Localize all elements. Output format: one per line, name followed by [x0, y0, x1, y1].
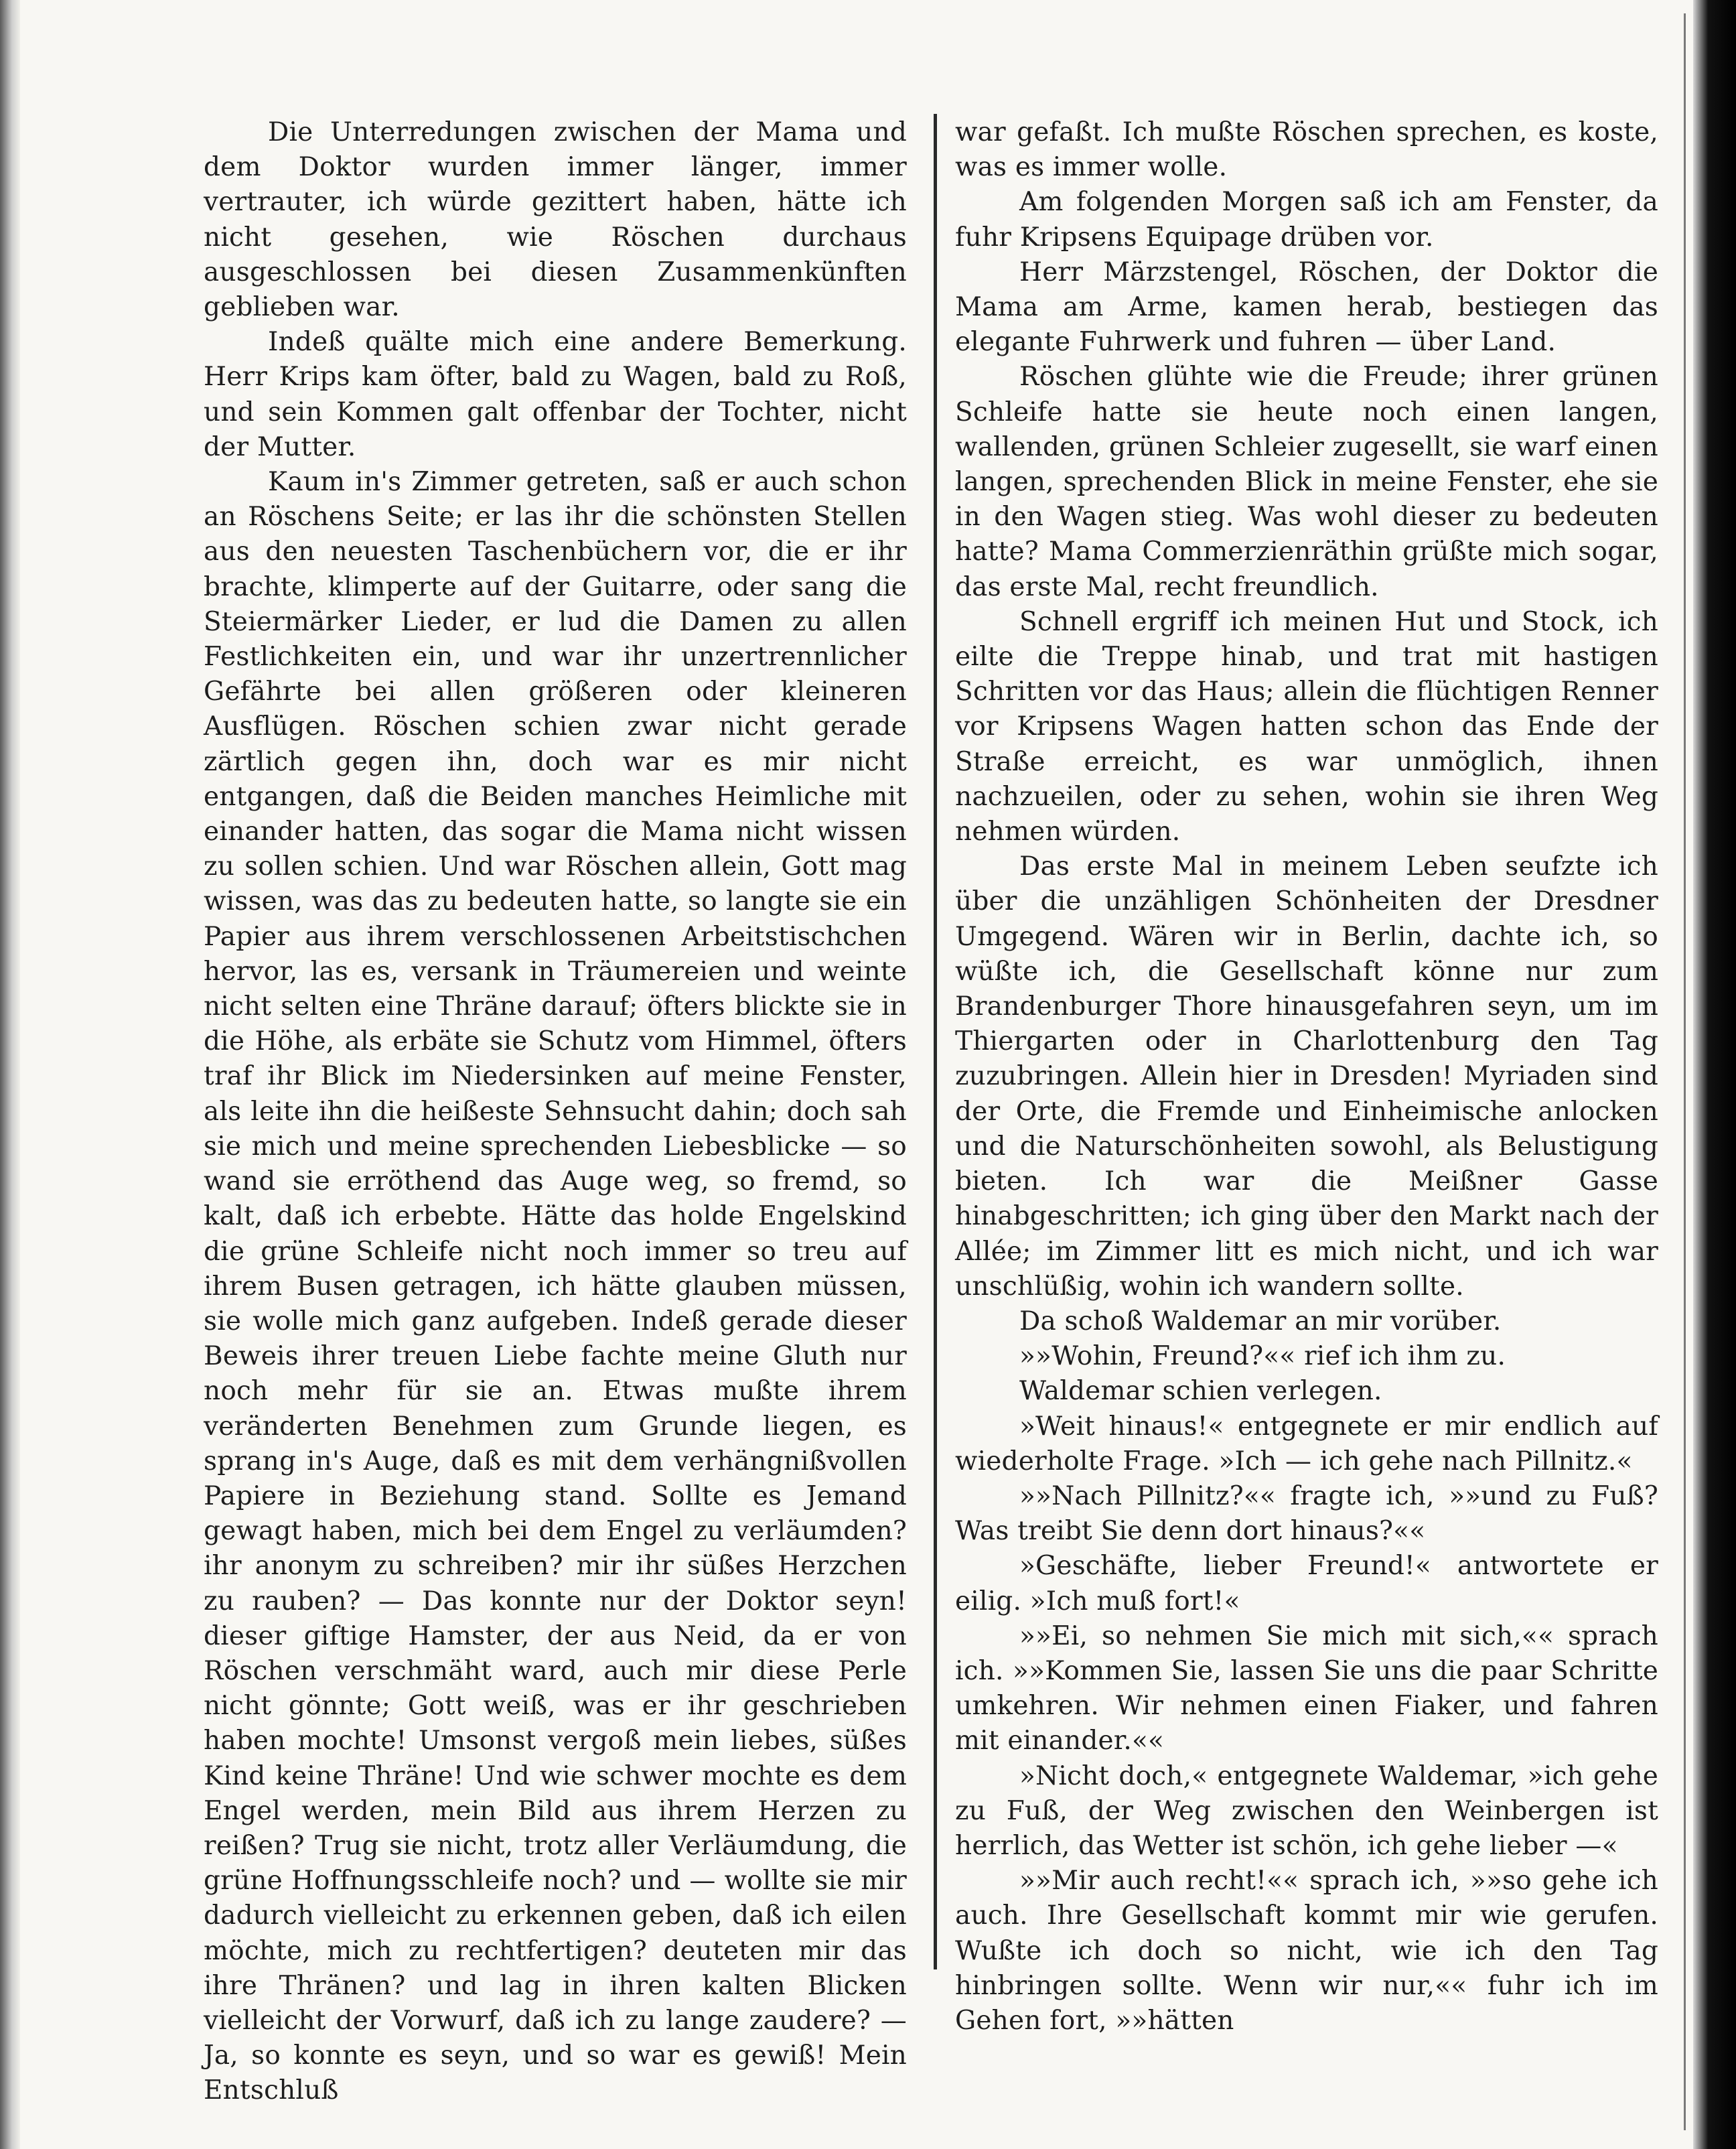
- paragraph: Waldemar schien verlegen.: [1019, 1376, 1382, 1407]
- paragraph: »»Mir auch recht!«« sprach ich, »»so gehe ich auch. Ihre Gesellschaft kommt mir wie gerufen. Wußte ich doch so nicht, wie ich den Tag hinbringen sollte. Wenn wir nur,«« fuhr ich im Gehen fort, »»hätten: [955, 1866, 1658, 2036]
- paragraph: Kaum in's Zimmer getreten, saß er auch schon an Röschens Seite; er las ihr die schönsten Stellen aus den neuesten Taschenbüchern vor, die er ihr brachte, klimperte auf der Guitarre, oder sang die Steiermärker Lieder, er lud die Damen zu allen Festlichkeiten ein, und war ihr unzertrennlicher Gefährte bei allen größeren oder kleineren Ausflügen. Röschen schien zwar nicht gerade zärtlich gegen ihn, doch war es mir nicht entgangen, daß die Beiden manches Heimliche mit einander hatten, das sogar die Mama nicht wissen zu sollen schien. Und war Röschen allein, Gott mag wissen, was das zu bedeuten hatte, so langte sie ein Papier aus ihrem verschlossenen Arbeitstischchen hervor, las es, versank in Träumereien und weinte nicht selten eine Thräne darauf; öfters blickte sie in die Höhe, als erbäte sie Schutz vom Himmel, öfters traf ihr Blick im Niedersinken auf meine Fenster, als leite ihn die heißeste Sehnsucht dahin; doch sah sie mich und meine sprechenden Liebesblicke — so wand sie erröthend das Auge weg, so fremd, so kalt, daß ich erbebte. Hätte das holde Engelskind die grüne Schleife nicht noch immer so treu auf ihrem Busen getragen, ich hätte glauben müssen, sie wolle mich ganz aufgeben. Indeß gerade dieser Beweis ihrer treuen Liebe fachte meine Gluth nur noch mehr für sie an. Etwas mußte ihrem veränderten Benehmen zum Grunde liegen, es sprang in's Auge, daß es mit dem verhängnißvollen Papiere in Beziehung stand. Sollte es Jemand gewagt haben, mich bei dem Engel zu verläumden? ihr anonym zu schreiben? mir ihr süßes Herzchen zu rauben? — Das konnte nur der Doktor seyn! dieser giftige Hamster, der aus Neid, da er von Röschen verschmäht ward, auch mir diese Perle nicht gönnte; Gott weiß, was er ihr geschrieben haben mochte! Umsonst vergoß mein liebes, süßes Kind keine Thräne! Und wie schwer mochte es dem Engel werden, mein Bild aus ihrem Herzen zu reißen? Trug sie nicht, trotz aller Verläumdung, die grüne Hoffnungsschleife noch? und — wollte sie mir dadurch vielleicht zu erkennen geben, daß ich eilen möchte, mich zu rechtfertigen? deuteten mir das ihre Thränen? und lag in ihren kalten Blicken vielleicht der Vorwurf, daß ich zu lange zaudere? — Ja, so konnte es seyn, und so war es gewiß! Mein Entschluß: [204, 467, 907, 2106]
- paragraph-continuation: war gefaßt. Ich mußte Röschen sprechen, es koste, was es immer wolle.: [955, 117, 1658, 183]
- paragraph: »»Wohin, Freund?«« rief ich ihm zu.: [1019, 1341, 1506, 1372]
- paragraph: »Geschäfte, lieber Freund!« antwortete er eilig. »Ich muß fort!«: [955, 1551, 1658, 1616]
- paragraph: »Weit hinaus!« entgegnete er mir endlich auf wiederholte Frage. »Ich — ich gehe nach Pillnitz.«: [955, 1411, 1658, 1476]
- right-text-column: [955, 115, 1658, 2038]
- paragraph: »»Ei, so nehmen Sie mich mit sich,«« sprach ich. »»Kommen Sie, lassen Sie uns die paar Schritte umkehren. Wir nehmen einen Fiaker, und fahren mit einander.««: [955, 1620, 1658, 1756]
- paragraph: »Nicht doch,« entgegnete Waldemar, »ich gehe zu Fuß, der Weg zwischen den Weinbergen ist herrlich, das Wetter ist schön, ich gehe lieber —«: [955, 1760, 1658, 1861]
- column-divider-rule: [934, 114, 937, 1969]
- paragraph: Das erste Mal in meinem Leben seufzte ich über die unzähligen Schönheiten der Dresdner Umgegend. Wären wir in Berlin, dachte ich, so wüßte ich, die Gesellschaft könne nur zum Brandenburger Thore hinausgefahren seyn, um im Thiergarten oder in Charlottenburg den Tag zuzubringen. Allein hier in Dresden! Myriaden sind der Orte, die Fremde und Einheimische anlocken und die Naturschönheiten sowohl, als Belustigung bieten. Ich war die Meißner Gasse hinabgeschritten; ich ging über den Markt nach der Allée; im Zimmer litt es mich nicht, und ich war unschlüßig, wohin ich wandern sollte.: [955, 851, 1658, 1302]
- paragraph: Die Unterredungen zwischen der Mama und dem Doktor wurden immer länger, immer vertrauter, ich würde gezittert haben, hätte ich nicht gesehen, wie Röschen durchaus ausgeschlossen bei diesen Zusammenkünften geblieben war.: [204, 117, 907, 323]
- paragraph: »»Nach Pillnitz?«« fragte ich, »»und zu Fuß? Was treibt Sie denn dort hinaus?««: [955, 1480, 1658, 1547]
- page-right-edge-shadow: [1693, 0, 1736, 2149]
- page-left-edge-shadow: [0, 0, 20, 2149]
- paragraph: Röschen glühte wie die Freude; ihrer grünen Schleife hatte sie heute noch einen langen, wallenden, grünen Schleier zugesellt, sie warf einen langen, sprechenden Blick in meine Fenster, ehe sie in den Wagen stieg. Was wohl dieser zu bedeuten hatte? Mama Commerzienräthin grüßte mich sogar, das erste Mal, recht freundlich.: [955, 362, 1658, 602]
- paragraph: Indeß quälte mich eine andere Bemerkung. Herr Krips kam öfter, bald zu Wagen, bald zu Roß, und sein Kommen galt offenbar der Tochter, nicht der Mutter.: [204, 327, 907, 462]
- page-right-border-line: [1684, 13, 1686, 2130]
- paragraph: Herr Märzstengel, Röschen, der Doktor die Mama am Arme, kamen herab, bestiegen das elegante Fuhrwerk und fuhren — über Land.: [955, 257, 1658, 358]
- left-text-column: [204, 115, 907, 2109]
- paragraph: Am folgenden Morgen saß ich am Fenster, da fuhr Kripsens Equipage drüben vor.: [955, 187, 1658, 253]
- paragraph: Schnell ergriff ich meinen Hut und Stock, ich eilte die Treppe hinab, und trat mit hastigen Schritten vor das Haus; allein die flüchtigen Renner vor Kripsens Wagen hatten schon das Ende der Straße erreicht, es war unmöglich, ihnen nachzueilen, oder zu sehen, wohin sie ihren Weg nehmen würden.: [955, 606, 1658, 847]
- paragraph: Da schoß Waldemar an mir vorüber.: [1019, 1306, 1502, 1336]
